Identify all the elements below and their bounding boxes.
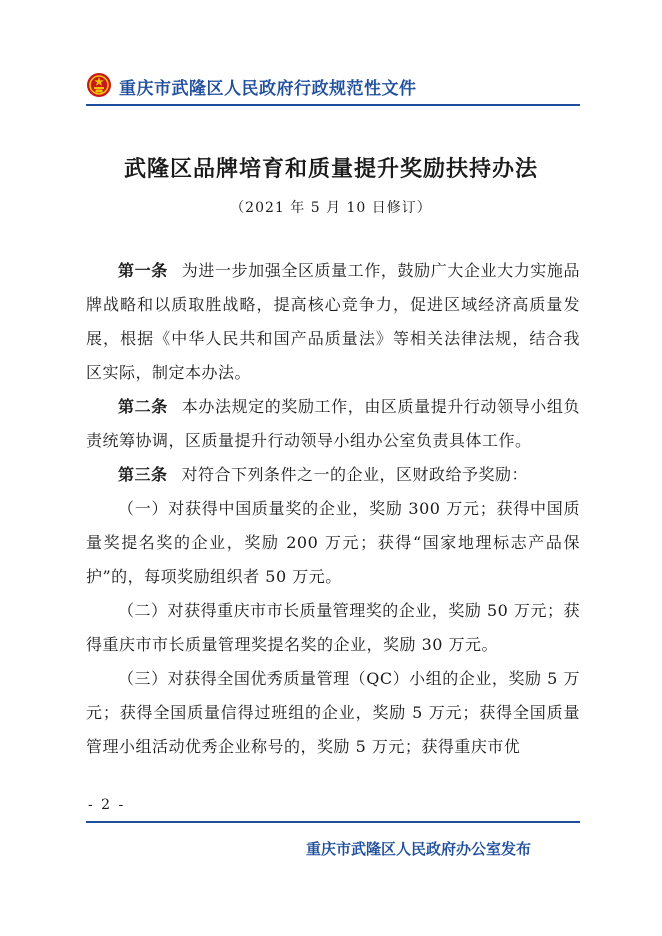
article-text: 本办法规定的奖励工作，由区质量提升行动领导小组负责统筹协调，区质量提升行动领导小组办公室负责具体工作。 [86,397,580,450]
document-body [86,254,580,764]
document-date: （2021 年 5 月 10 日修订） [230,200,432,216]
list-item: （三）对获得全国优秀质量管理（QC）小组的企业，奖励 5 万元；获得全国质量信得过班组的企业，奖励 5 万元；获得全国质量管理小组活动优秀企业称号的，奖励 5 万元；获得重庆市优 [86,669,580,756]
article-2 [86,390,580,458]
article-text: 为进一步加强全区质量工作，鼓励广大企业大力实施品牌战略和以质取胜战略，提高核心竞争力，促进区域经济高质量发展，根据《中华人民共和国产品质量法》等相关法律法规，结合我区实际，制定本办法。 [86,261,580,382]
article-text: 对符合下列条件之一的企业，区财政给予奖励： [181,465,529,484]
article-3 [86,458,580,492]
header-title: 重庆市武隆区人民政府行政规范性文件 [119,79,417,99]
header-divider [86,104,580,106]
list-item: （二）对获得重庆市市长质量管理奖的企业，奖励 50 万元；获得重庆市市长质量管理奖提名奖的企业，奖励 30 万元。 [86,601,580,654]
article-heading: 第一条 [118,261,168,280]
footer-divider [86,821,580,823]
list-item: （一）对获得中国质量奖的企业，奖励 300 万元；获得中国质量奖提名奖的企业，奖励 200 万元；获得“国家地理标志产品保护”的，每项奖励组织者 50 万元。 [86,499,580,586]
document-title: 武隆区品牌培育和质量提升奖励扶持办法 [123,157,538,182]
article-1 [86,254,580,390]
document-header [86,72,586,106]
article-heading: 第三条 [118,465,168,484]
article-heading: 第二条 [118,397,168,416]
publisher-footer: 重庆市武隆区人民政府办公室发布 [306,840,532,858]
national-emblem-icon [86,72,112,98]
page-number: - 2 - [88,797,126,813]
